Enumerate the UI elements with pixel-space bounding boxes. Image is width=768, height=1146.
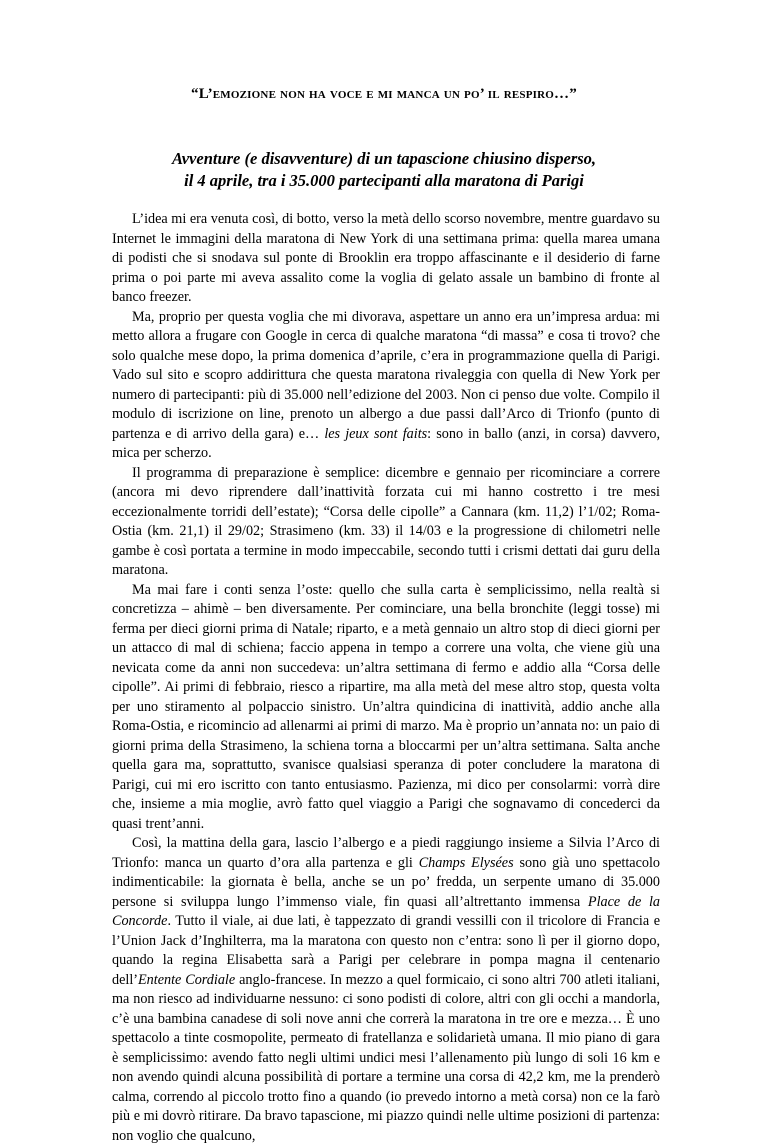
paragraph-italic: Place de la Concorde — [112, 893, 660, 929]
paragraph-italic: Entente Cordiale — [138, 971, 236, 988]
paragraph-1 — [112, 210, 660, 308]
paragraph-text: Ma, proprio per questa voglia che mi divorava, aspettare un anno era un’impresa ardua: mi metto allora a frugare con Google in cerca di qualche maratona “di massa” e cosa ti trovo? che solo qualche mese dopo, la prima domenica d’aprile, c’era in programmazione quella di Parigi. Vado sul sito e scopro addirittura che questa maratona rivaleggia con quella di New York per numero di partecipanti: più di 35.000 nell’edizione del 2003. Non ci penso due volte. Compilo il modulo di iscrizione on line, prenoto un albergo a due passi dall’Arco di Trionfo (punto di partenza e di arrivo della gara) e… — [112, 308, 660, 442]
paragraph-text: anglo-francese. In mezzo a quel formicaio, ci sono altri 700 atleti italiani, ma non riesco ad individuarne nessuno: ci sono podisti di colore, altri con gli occhi a mandorla, c’è una bambina canadese di soli nove anni che correrà la maratona in tre ore e mezza… È uno spettacolo a tinte cosmopolite, permeato di fratellanza e solidarietà umana. Il mio piano di gara è semplicissimo: avendo fatto negli ultimi undici mesi l’allenamento più lungo di soli 16 km e non avendo quindi alcuna possibilità di portare a termine una corsa di 42,2 km, me la prenderò calma, correndo al piccolo trotto fino a quando (io prevedo intorno a metà corsa) non ce la farò più e mi dovrò ritirare. Da bravo tapascione, mi piazzo quindi nelle ultime posizioni di partenza: non voglio che qualcuno, — [112, 971, 660, 1144]
paragraph-text: Il programma di preparazione è semplice: dicembre e gennaio per ricominciare a correre (ancora mi devo riprendere dall’inattività forzata cui mi hanno costretto i tre mesi eccezionalmente torridi dell’estate); “Corsa delle cipolle” a Cannara (km. 11,2) l’1/02; Roma-Ostia (km. 21,1) il 29/02; Strasimeno (km. 33) il 14/03 e la progressione di chilometri nelle gambe è così portata a termine in modo impeccabile, secondo tutti i crismi dettati dai guru della maratona. — [112, 464, 660, 578]
document-subtitle — [0, 148, 768, 192]
paragraph-3 — [112, 464, 660, 581]
paragraph-2 — [112, 308, 660, 464]
paragraph-italic: les jeux sont faits — [324, 425, 428, 442]
paragraph-4 — [112, 581, 660, 835]
subtitle-line-1: Avventure (e disavventure) di un tapascione chiusino disperso, — [171, 149, 597, 168]
paragraph-text: Ma mai fare i conti senza l’oste: quello che sulla carta è semplicissimo, nella realtà si concretizza – ahimè – ben diversamente. Per cominciare, una bella bronchite (leggi tosse) mi ferma per dieci giorni prima di Natale; riparto, e a metà gennaio un altro stop di dieci giorni per un attacco di mal di schiena; faccio appena in tempo a correre una volta, che viene giù una nevicata come da anni non succedeva: un’altra settimana di fermo e addio alla “Corsa delle cipolle”. Ai primi di febbraio, riesco a ripartire, ma alla metà del mese altro stop, questa volta per uno stiramento al polpaccio sinistro. Un’altra quindicina di inattività, addio anche alla Roma-Ostia, e ricomincio ad allenarmi ai primi di marzo. Ma è proprio un’annata no: un paio di giorni prima della Strasimeno, la schiena torna a bloccarmi per un’altra settimana. Salta anche quella gara ma, soprattutto, svanisce qualsiasi speranza di poter concludere la maratona di Parigi, cui mi ero iscritto con tanto entusiasmo. Pazienza, mi dico per consolarmi: vorrà dire che, insieme a mia moglie, avrò fatto quel viaggio a Parigi che sognavamo di concederci da quasi trent’anni. — [112, 581, 660, 832]
paragraph-text: Così, la mattina della gara, lascio l’albergo e a piedi raggiungo insieme a Silvia l’Arco di Trionfo: manca un quarto d’ora alla partenza e gli — [112, 835, 660, 871]
document-body — [112, 210, 660, 1146]
paragraph-text: : sono in ballo (anzi, in corsa) davvero, mica per scherzo. — [112, 425, 661, 461]
paragraph-5 — [112, 834, 660, 1146]
subtitle-line-2: il 4 aprile, tra i 35.000 partecipanti alla maratona di Parigi — [184, 171, 584, 190]
paragraph-text: sono già uno spettacolo indimenticabile: la giornata è bella, anche se un po’ fredda, un serpente umano di 35.000 persone si sviluppa lungo l’immenso viale, fin quasi all’altrettanto immensa — [112, 854, 660, 910]
paragraph-text: L’idea mi era venuta così, di botto, verso la metà dello scorso novembre, mentre guardavo su Internet le immagini della maratona di New York di una settimana prima: quella marea umana di podisti che si snodava sul ponte di Brooklin era troppo affascinante e il desiderio di farne prima o poi parte mi aveva assalito come la voglia di gelato assale un bambino di fronte al banco freezer. — [112, 211, 660, 305]
document-title: “L’emozione non ha voce e mi manca un po’ il respiro…” — [191, 86, 577, 102]
paragraph-text: . Tutto il viale, ai due lati, è tappezzato di grandi vessilli con il tricolore di Francia e l’Union Jack d’Inghilterra, ma la maratona con questo non c’entra: sono lì per il giorno dopo, quando la regina Elisabetta sarà a Parigi per celebrare in pompa magna il centenario dell’ — [112, 913, 660, 988]
paragraph-italic: Champs Elysées — [418, 854, 514, 871]
